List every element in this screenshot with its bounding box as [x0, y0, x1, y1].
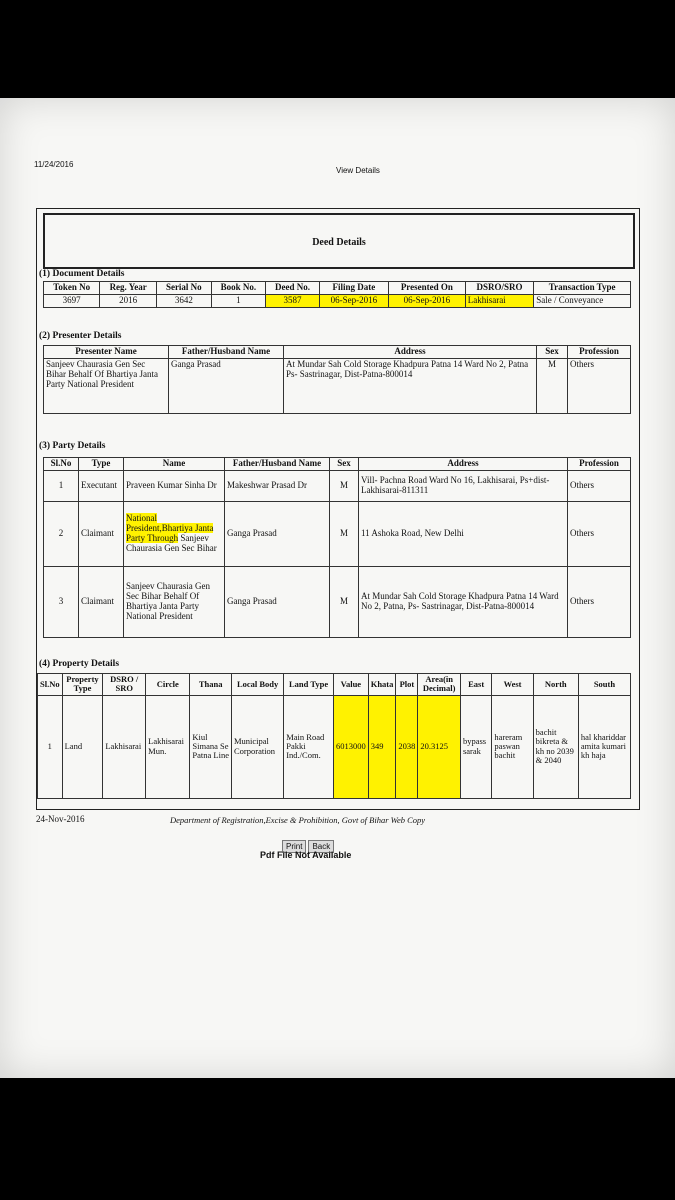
- col-header: Land Type: [284, 674, 334, 696]
- print-button[interactable]: Print: [282, 840, 306, 853]
- property-khata: 349: [368, 695, 396, 798]
- deed-title-box: [43, 213, 635, 269]
- col-header: Serial No: [156, 282, 211, 295]
- col-header: Name: [124, 458, 225, 471]
- print-date: 11/24/2016: [34, 160, 74, 169]
- property-land-type: Main Road Pakki Ind./Com.: [284, 695, 334, 798]
- token-no: 3697: [44, 294, 100, 307]
- col-header: South: [578, 674, 630, 696]
- property-local-body: Municipal Corporation: [231, 695, 283, 798]
- property-table: [37, 673, 631, 799]
- back-button[interactable]: Back: [308, 840, 334, 853]
- col-header: Book No.: [211, 282, 265, 295]
- party-name-text: Sanjeev Chaurasia Gen Sec Bihar: [126, 532, 217, 553]
- party-father: Ganga Prasad: [225, 566, 330, 637]
- col-header: North: [533, 674, 578, 696]
- party-name: [124, 470, 225, 501]
- col-header: East: [460, 674, 491, 696]
- property-area: 20.3125: [418, 695, 461, 798]
- property-thana: Kiul Simana Se Patna Line: [190, 695, 232, 798]
- col-header: Type: [79, 458, 124, 471]
- party-profession: Others: [568, 470, 631, 501]
- deed-title: Deed Details: [312, 237, 366, 248]
- transaction-type: Sale / Conveyance: [534, 294, 631, 307]
- party-address: 11 Ashoka Road, New Delhi: [359, 501, 568, 566]
- party-type: Executant: [79, 470, 124, 501]
- presenter-address: At Mundar Sah Cold Storage Khadpura Patna 14 Ward No 2, Patna Ps- Sastrinagar, Dist-Patna-800014: [284, 358, 537, 413]
- table-row: [44, 566, 631, 637]
- dsro-sro: Lakhisarai: [465, 294, 534, 307]
- col-header: Sl.No: [38, 674, 63, 696]
- table-header-row: [44, 282, 631, 295]
- document-table: [43, 281, 631, 308]
- presenter-name: Sanjeev Chaurasia Gen Sec Bihar Behalf Of Bhartiya Janta Party National President: [44, 358, 169, 413]
- party-name: [124, 566, 225, 637]
- col-header: Sex: [537, 346, 568, 359]
- deed-no: 3587: [266, 294, 320, 307]
- party-sl: 2: [44, 501, 79, 566]
- property-north: bachit bikreta & kh no 2039 & 2040: [533, 695, 578, 798]
- table-row: [44, 501, 631, 566]
- pdf-note: Pdf File Not Available: [260, 850, 352, 860]
- col-header: Address: [359, 458, 568, 471]
- table-row: [44, 470, 631, 501]
- table-header-row: [44, 458, 631, 471]
- col-header: West: [492, 674, 533, 696]
- property-circle: Lakhisarai Mun.: [146, 695, 190, 798]
- table-row: [38, 695, 631, 798]
- section-property-title: (4) Property Details: [39, 659, 120, 669]
- col-header: Profession: [568, 458, 631, 471]
- reg-year: 2016: [100, 294, 157, 307]
- col-header: Area(in Decimal): [418, 674, 461, 696]
- party-type: Claimant: [79, 501, 124, 566]
- party-father: Ganga Prasad: [225, 501, 330, 566]
- table-row: [44, 294, 631, 307]
- party-address: Vill- Pachna Road Ward No 16, Lakhisarai, Ps+dist-Lakhisarai-811311: [359, 470, 568, 501]
- table-header-row: [38, 674, 631, 696]
- col-header: Token No: [44, 282, 100, 295]
- section-presenter-title: (2) Presenter Details: [39, 331, 122, 341]
- col-header: Sl.No: [44, 458, 79, 471]
- presenter-table: [43, 345, 631, 414]
- col-header: Local Body: [231, 674, 283, 696]
- party-name: [124, 501, 225, 566]
- col-header: Deed No.: [266, 282, 320, 295]
- party-name-text: Sanjeev Chaurasia Gen Sec Bihar Behalf Of Bhartiya Janta Party National President: [126, 581, 210, 621]
- col-header: Value: [333, 674, 368, 696]
- property-value: 6013000: [333, 695, 368, 798]
- col-header: DSRO/SRO: [465, 282, 534, 295]
- property-dsro: Lakhisarai: [103, 695, 146, 798]
- party-profession: Others: [568, 566, 631, 637]
- footer-department: Department of Registration,Excise & Prohibition, Govt of Bihar Web Copy: [170, 815, 426, 825]
- party-father: Makeshwar Prasad Dr: [225, 470, 330, 501]
- col-header: Address: [284, 346, 537, 359]
- col-header: Property Type: [62, 674, 103, 696]
- col-header: Sex: [330, 458, 359, 471]
- serial-no: 3642: [156, 294, 211, 307]
- property-sl: 1: [38, 695, 63, 798]
- property-east: bypass sarak: [460, 695, 491, 798]
- col-header: Circle: [146, 674, 190, 696]
- col-header: Father/Husband Name: [225, 458, 330, 471]
- col-header: Profession: [568, 346, 631, 359]
- property-type: Land: [62, 695, 103, 798]
- col-header: Plot: [396, 674, 418, 696]
- property-plot: 2038: [396, 695, 418, 798]
- col-header: Filing Date: [319, 282, 388, 295]
- book-no: 1: [211, 294, 265, 307]
- presenter-father: Ganga Prasad: [169, 358, 284, 413]
- party-sl: 3: [44, 566, 79, 637]
- presenter-profession: Others: [568, 358, 631, 413]
- property-south: hal khariddar amita kumari kh haja: [578, 695, 630, 798]
- party-sex: M: [330, 470, 359, 501]
- page-title: View Details: [336, 166, 380, 175]
- party-sex: M: [330, 566, 359, 637]
- footer-date: 24-Nov-2016: [36, 814, 85, 824]
- document-photo: [0, 98, 675, 1078]
- table-row: [44, 358, 631, 413]
- section-document-title: (1) Document Details: [39, 269, 125, 279]
- col-header: Presented On: [389, 282, 466, 295]
- party-name-text: Praveen Kumar Sinha Dr: [126, 479, 217, 490]
- party-type: Claimant: [79, 566, 124, 637]
- property-west: hareram paswan bachit: [492, 695, 533, 798]
- filing-date: 06-Sep-2016: [319, 294, 388, 307]
- col-header: Thana: [190, 674, 232, 696]
- col-header: DSRO / SRO: [103, 674, 146, 696]
- party-sex: M: [330, 501, 359, 566]
- col-header: Reg. Year: [100, 282, 157, 295]
- col-header: Presenter Name: [44, 346, 169, 359]
- party-table: [43, 457, 631, 638]
- col-header: Father/Husband Name: [169, 346, 284, 359]
- presented-on: 06-Sep-2016: [389, 294, 466, 307]
- section-party-title: (3) Party Details: [39, 441, 106, 451]
- table-header-row: [44, 346, 631, 359]
- col-header: Khata: [368, 674, 396, 696]
- party-address: At Mundar Sah Cold Storage Khadpura Patna 14 Ward No 2, Patna, Ps- Sastrinagar, Dist-Patna-800014: [359, 566, 568, 637]
- party-name-highlight: National President,Bhartiya Janta Party Through: [126, 513, 214, 543]
- deed-frame: [36, 208, 640, 810]
- col-header: Transaction Type: [534, 282, 631, 295]
- party-sl: 1: [44, 470, 79, 501]
- presenter-sex: M: [537, 358, 568, 413]
- party-profession: Others: [568, 501, 631, 566]
